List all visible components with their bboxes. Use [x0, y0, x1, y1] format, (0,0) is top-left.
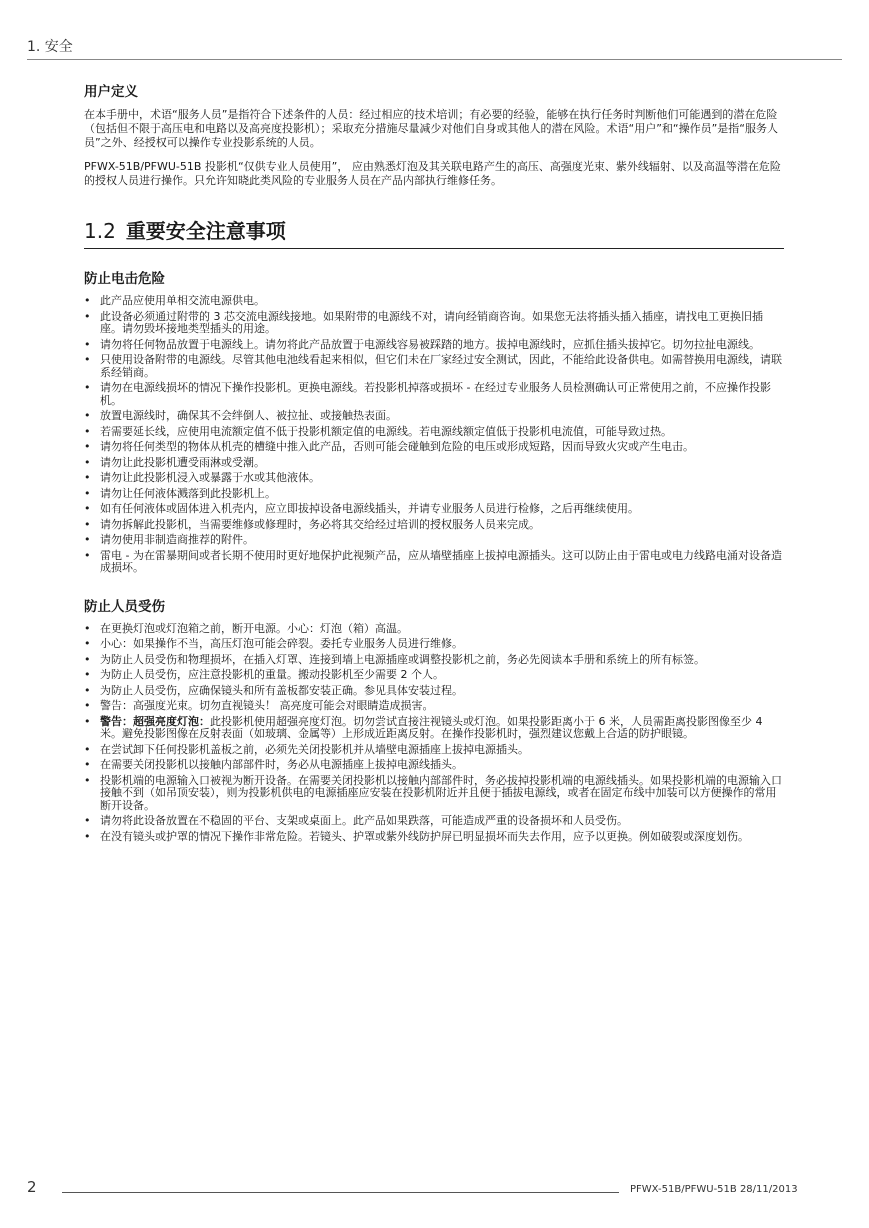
list-item: • 为防止人员受伤，应确保镜头和所有盖板都安装正确。参见具体安装过程。 [84, 685, 784, 698]
list-item: • 请勿让任何液体溅落到此投影机上。 [84, 488, 784, 501]
chapter-header: 1. 安全 [27, 39, 73, 55]
list-item: • 此产品应使用单相交流电源供电。 [84, 295, 784, 308]
list-item: • 请勿将任何类型的物体从机壳的槽缝中推入此产品，否则可能会碰触到危险的电压或形成短路，因而导致火灾或产生电击。 [84, 441, 784, 454]
electric-shock-list [84, 295, 784, 575]
list-item: • 在需要关闭投影机以接触内部部件时，务必从电源插座上拔掉电源线插头。 [84, 759, 784, 772]
injury-list [84, 623, 784, 844]
list-item: • 放置电源线时，确保其不会绊倒人、被拉扯、或接触热表面。 [84, 410, 784, 423]
list-item: • 请勿将任何物品放置于电源线上。请勿将此产品放置于电源线容易被踩踏的地方。拔掉电源线时，应抓住插头拔掉它。切勿拉扯电源线。 [84, 339, 784, 352]
list-item: • 投影机端的电源输入口被视为断开设备。在需要关闭投影机以接触内部部件时，务必拔掉投影机端的电源线插头。如果投影机端的电源输入口接触不到（如吊顶安装），则为投影机供电的电源插座应安装在投影机附近并且便于插拔电源线，或者在固定布线中加装可以方便操作的常用断开设备。 [84, 775, 784, 813]
list-item: • 请勿让此投影机遭受雨淋或受潮。 [84, 457, 784, 470]
list-item: • 为防止人员受伤和物理损坏，在插入灯罩、连接到墙上电源插座或调整投影机之前，务必先阅读本手册和系统上的所有标签。 [84, 654, 784, 667]
list-item: • 警告：高强度光束。切勿直视镜头！ 高亮度可能会对眼睛造成损害。 [84, 700, 784, 713]
user-definition-heading: 用户定义 [84, 84, 138, 100]
list-item: • 只使用设备附带的电源线。尽管其他电池线看起来相似，但它们未在厂家经过安全测试，因此，不能给此设备供电。如需替换用电源线，请联系经销商。 [84, 354, 784, 379]
user-definition-paragraph-1: 在本手册中，术语“服务人员”是指符合下述条件的人员：经过相应的技术培训；有必要的经验，能够在执行任务时判断他们可能遇到的潜在危险（包括但不限于高压电和电路以及高亮度投影机）；采取充分措施尽量减少对他们自身或其他人的潜在风险。术语“用户”和“操作员”是指“服务人员”之外、经授权可以操作专业投影系统的人员。 [84, 108, 778, 149]
electric-shock-heading: 防止电击危险 [84, 271, 165, 287]
bold-warning-label: 警告：超强亮度灯泡： [100, 714, 210, 728]
list-item: • 请勿在电源线损坏的情况下操作投影机。更换电源线。若投影机掉落或损坏 - 在经过专业服务人员检测确认可正常使用之前，不应操作投影机。 [84, 382, 784, 407]
footer-doc-info: PFWX-51B/PFWU-51B 28/11/2013 [630, 1184, 798, 1195]
list-item: • 雷电 - 为在雷暴期间或者长期不使用时更好地保护此视频产品，应从墙壁插座上拔掉电源插头。这可以防止由于雷电或电力线路电涌对设备造成损坏。 [84, 550, 784, 575]
section-title-text: 重要安全注意事项 [125, 219, 286, 243]
list-item: • 请勿拆解此投影机，当需要维修或修理时，务必将其交给经过培训的授权服务人员来完成。 [84, 519, 784, 532]
list-item: • 若需要延长线，应使用电流额定值不低于投影机额定值的电源线。若电源线额定值低于投影机电流值，可能导致过热。 [84, 426, 784, 439]
list-item: • 请勿让此投影机浸入或暴露于水或其他液体。 [84, 472, 784, 485]
list-item [84, 716, 784, 741]
list-item: • 在没有镜头或护罩的情况下操作非常危险。若镜头、护罩或紫外线防护屏已明显损坏而失去作用，应予以更换。例如破裂或深度划伤。 [84, 831, 784, 844]
warning-text: 此投影机使用超强亮度灯泡。切勿尝试直接注视镜头或灯泡。如果投影距离小于 6 米，人员需距离投影图像至少 4 米。避免投影图像在反射表面（如玻璃、金属等）上形成近距离反射。在操作投影机时，强烈建议您戴上合适的防护眼镜。 [100, 714, 763, 740]
footer-divider [62, 1192, 619, 1193]
list-item: • 请勿使用非制造商推荐的附件。 [84, 534, 784, 547]
list-item: • 此设备必须通过附带的 3 芯交流电源线接地。如果附带的电源线不对，请向经销商咨询。如果您无法将插头插入插座，请找电工更换旧插座。请勿毁坏接地类型插头的用途。 [84, 311, 784, 336]
header-divider [27, 59, 842, 60]
list-item: • 小心：如果操作不当，高压灯泡可能会碎裂。委托专业服务人员进行维修。 [84, 638, 784, 651]
page-number: 2 [27, 1178, 37, 1196]
list-item: • 在尝试卸下任何投影机盖板之前，必须先关闭投影机并从墙壁电源插座上拔掉电源插头。 [84, 744, 784, 757]
list-item: • 为防止人员受伤，应注意投影机的重量。搬动投影机至少需要 2 个人。 [84, 669, 784, 682]
list-item: • 如有任何液体或固体进入机壳内，应立即拔掉设备电源线插头，并请专业服务人员进行检修，之后再继续使用。 [84, 503, 784, 516]
injury-heading: 防止人员受伤 [84, 598, 165, 615]
list-item: • 请勿将此设备放置在不稳固的平台、支架或桌面上。此产品如果跌落，可能造成严重的设备损坏和人员受伤。 [84, 815, 784, 828]
user-definition-paragraph-2: PFWX-51B/PFWU-51B 投影机“仅供专业人员使用”， 应由熟悉灯泡及其关联电路产生的高压、高强度光束、紫外线辐射、以及高温等潜在危险的授权人员进行操作。只允许知晓此类风险的专业服务人员在产品内部执行维修任务。 [84, 160, 781, 187]
section-number: 1.2 [84, 219, 116, 243]
list-item: • 在更换灯泡或灯泡箱之前，断开电源。小心：灯泡（箱）高温。 [84, 623, 784, 636]
page-content [84, 80, 784, 846]
section-title [84, 215, 784, 249]
